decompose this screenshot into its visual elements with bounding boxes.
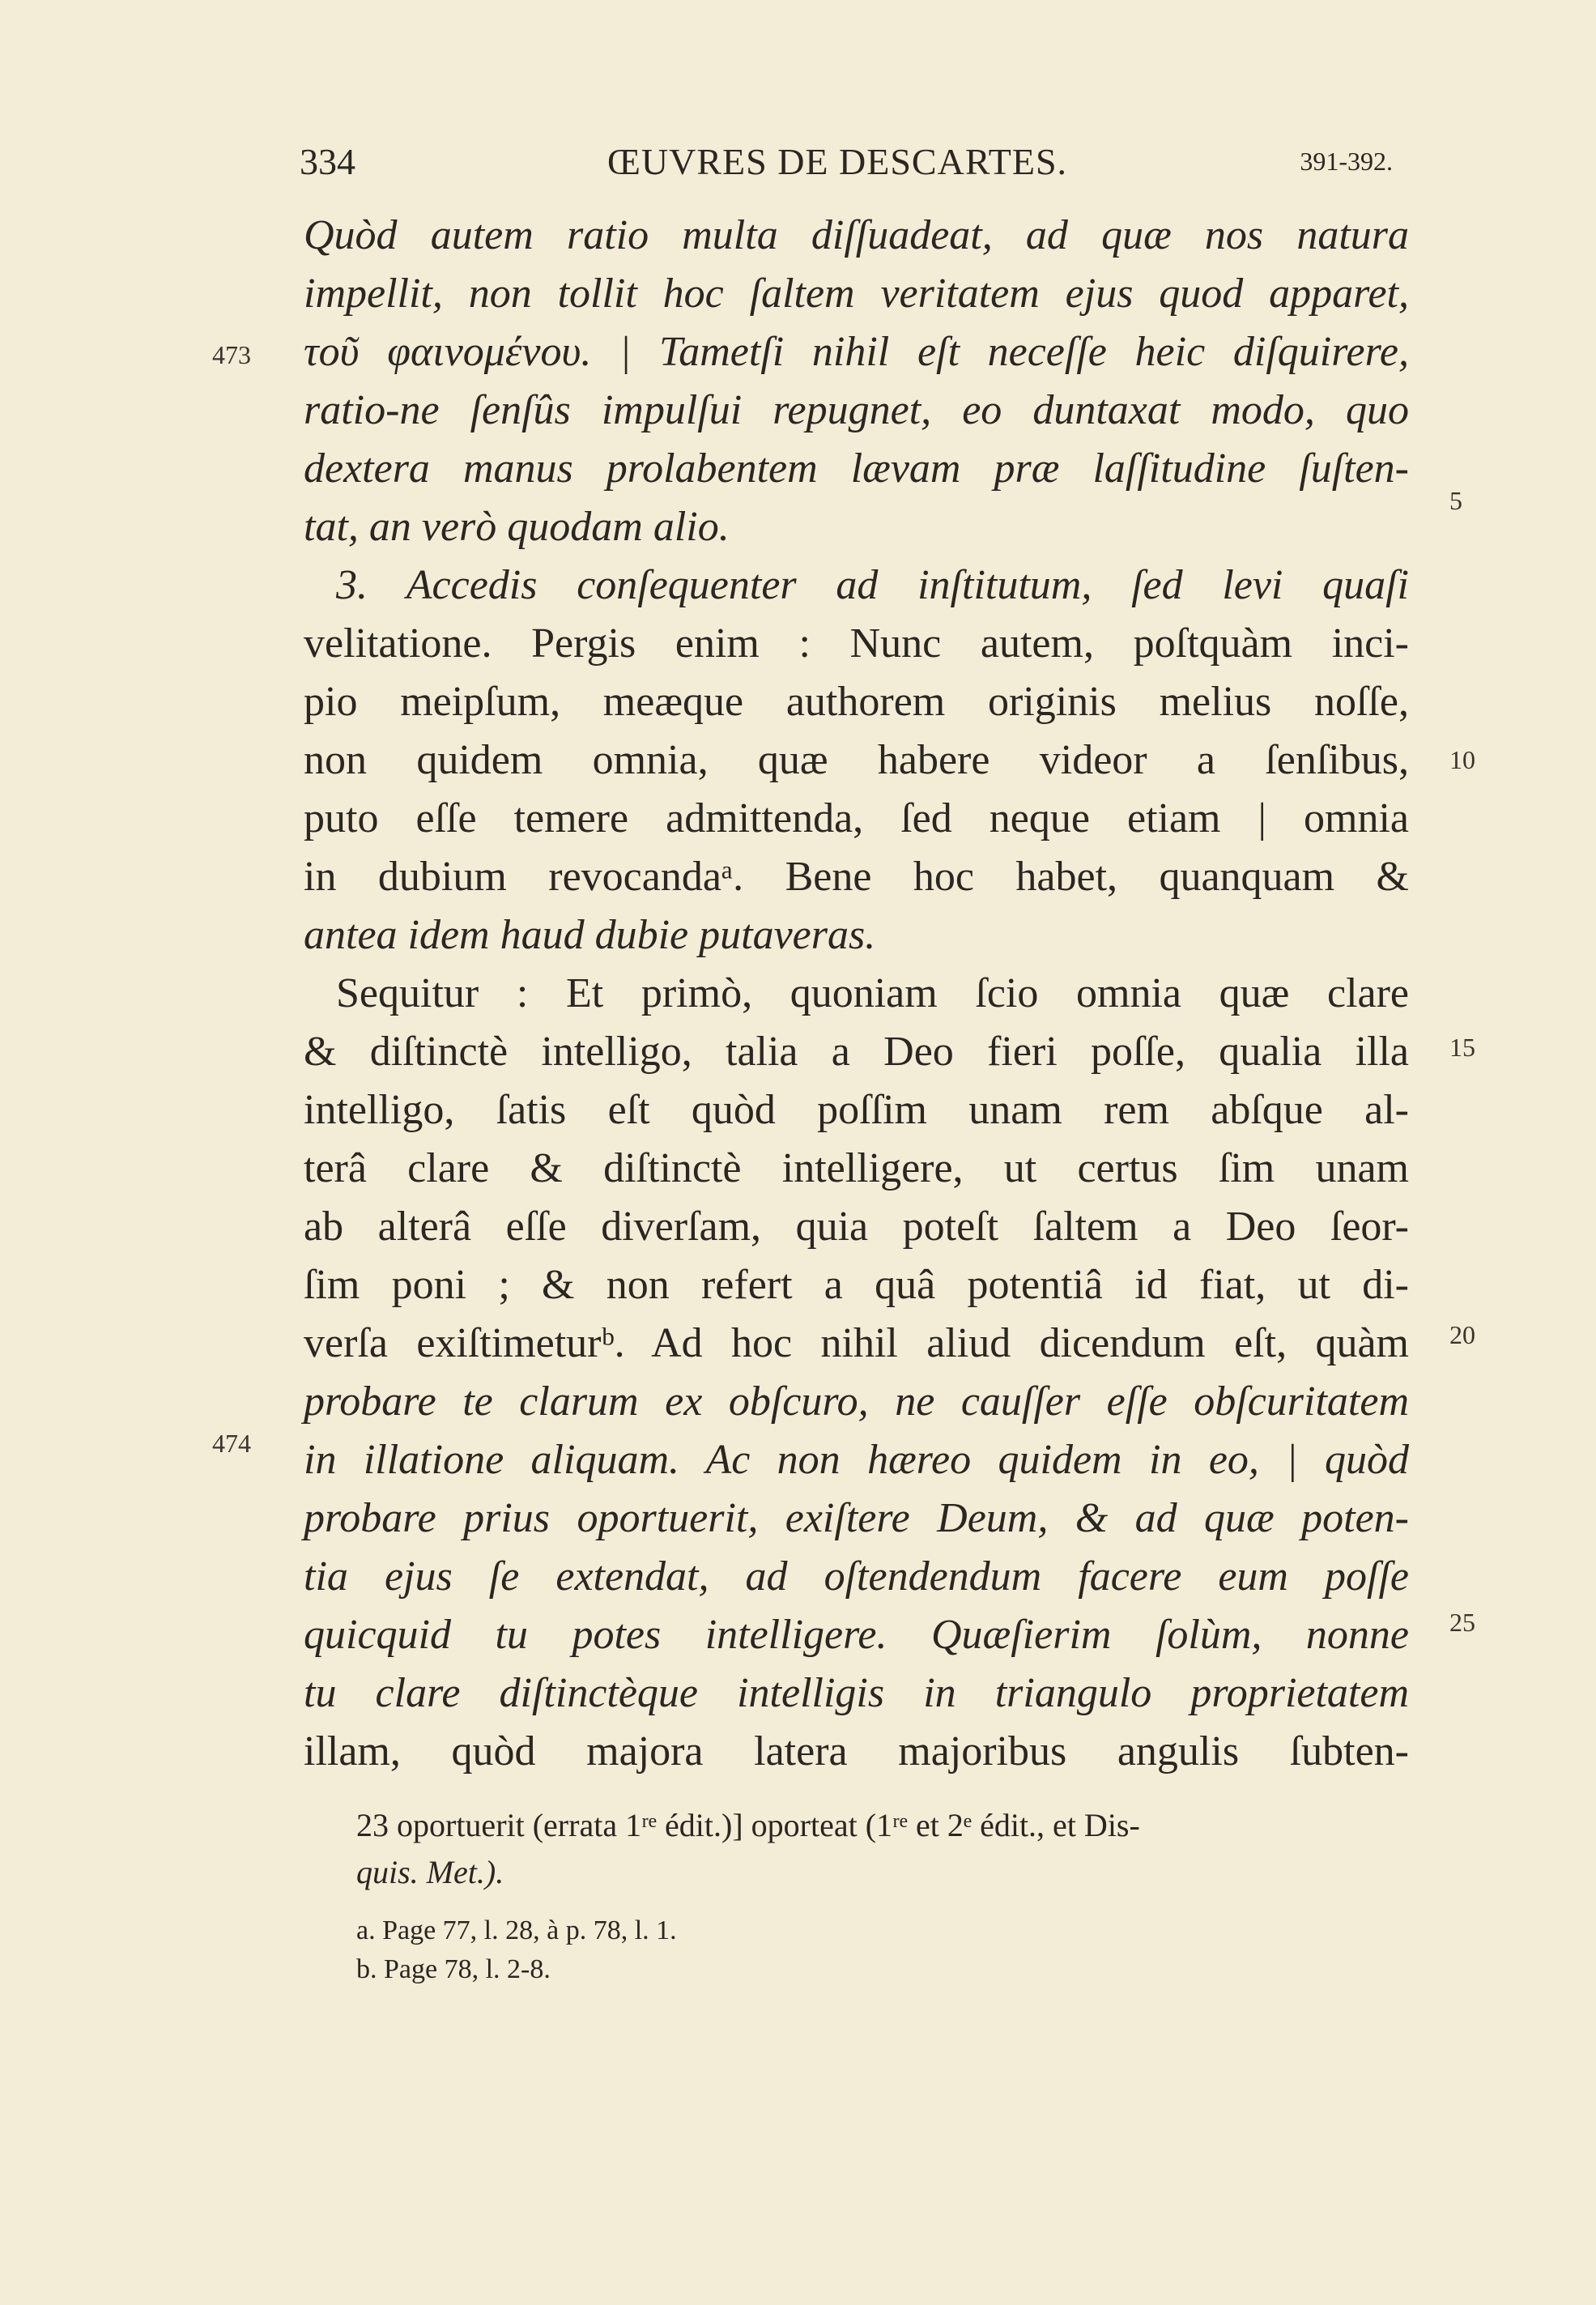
text-line: illam, quòd majora latera majoribus angulis ſubten- xyxy=(304,1728,1409,1775)
line-number: 5 xyxy=(1449,486,1462,515)
text-line: tia ejus ſe extendat, ad oſtendendum facere eum poſſe xyxy=(304,1553,1409,1600)
text-line: non quidem omnia, quæ habere videor a ſenſibus, xyxy=(304,737,1409,783)
variant-note xyxy=(356,1802,1409,1896)
footnote: a. Page 77, l. 28, à p. 78, l. 1. xyxy=(356,1915,677,1945)
text-line: dextera manus prolabentem lævam præ laſſitudine ſuſten- xyxy=(304,445,1409,492)
text-line: Quòd autem ratio multa diſſuadeat, ad quæ nos natura xyxy=(304,212,1409,258)
text-line: & diſtinctè intelligo, talia a Deo fieri poſſe, qualia illa xyxy=(304,1029,1409,1075)
page-range: 391-392. xyxy=(1300,147,1393,176)
text-line: velitatione. Pergis enim : Nunc autem, poſtquàm inci- xyxy=(304,620,1409,667)
text-line: ratio-ne ſenſûs impulſui repugnet, eo duntaxat modo, quo xyxy=(304,387,1409,433)
page-number: 334 xyxy=(300,141,355,182)
running-header xyxy=(300,134,1393,190)
margin-ref-left: 474 xyxy=(212,1429,251,1458)
text-line: in dubium revocandaᵃ. Bene hoc habet, quanquam & xyxy=(304,854,1409,900)
text-line: terâ clare & diſtinctè intelligere, ut certus ſim unam xyxy=(304,1145,1409,1191)
line-number: 25 xyxy=(1449,1608,1475,1637)
text-line: intelligo, ſatis eſt quòd poſſim unam rem abſque al- xyxy=(304,1087,1409,1133)
text-line: ab alterâ eſſe diverſam, quia poteſt ſaltem a Deo ſeor- xyxy=(304,1204,1409,1250)
margin-ref-left: 473 xyxy=(212,340,251,369)
text-line: τοῦ φαινομένου. | Tametſi nihil eſt neceſſe heic diſquirere, xyxy=(304,329,1409,375)
text-line: tat, an verò quodam alio. xyxy=(304,504,730,550)
text-line: quicquid tu potes intelligere. Quæſierim ſolùm, nonne xyxy=(304,1612,1409,1658)
text-line: in illatione aliquam. Ac non hæreo quidem in eo, | quòd xyxy=(304,1437,1409,1483)
text-line: probare te clarum ex obſcuro, ne cauſſer eſſe obſcuritatem xyxy=(304,1378,1409,1425)
footnotes xyxy=(356,1911,677,1989)
running-title: ŒUVRES DE DESCARTES. xyxy=(607,141,1068,182)
text-line: tu clare diſtinctèque intelligis in triangulo proprietatem xyxy=(304,1670,1409,1716)
text-line: ſim poni ; & non refert a quâ potentiâ id fiat, ut di- xyxy=(304,1262,1409,1308)
text-line: antea idem haud dubie putaveras. xyxy=(304,912,876,958)
line-number: 20 xyxy=(1449,1320,1475,1349)
variant-note-line: 23 oportuerit (errata 1ʳᵉ édit.)] oporteat (1ʳᵉ et 2ᵉ édit., et Dis- xyxy=(356,1807,1140,1843)
text-line: 3. Accedis conſequenter ad inſtitutum, ſed levi quaſi xyxy=(336,562,1409,608)
text-line: Sequitur : Et primò, quoniam ſcio omnia quæ clare xyxy=(336,970,1409,1016)
text-line: verſa exiſtimeturᵇ. Ad hoc nihil aliud dicendum eſt, quàm xyxy=(304,1320,1409,1366)
text-line: puto eſſe temere admittenda, ſed neque etiam | omnia xyxy=(304,795,1409,841)
line-number: 15 xyxy=(1449,1033,1475,1062)
text-line: impellit, non tollit hoc ſaltem veritatem ejus quod apparet, xyxy=(304,271,1409,317)
variant-note-line: quis. Met.). xyxy=(356,1854,504,1890)
text-line: pio meipſum, meæque authorem originis melius noſſe, xyxy=(304,679,1409,725)
line-number: 10 xyxy=(1449,745,1475,774)
footnote: b. Page 78, l. 2-8. xyxy=(356,1954,551,1984)
text-line: probare prius oportuerit, exiſtere Deum, & ad quæ poten- xyxy=(304,1495,1409,1541)
